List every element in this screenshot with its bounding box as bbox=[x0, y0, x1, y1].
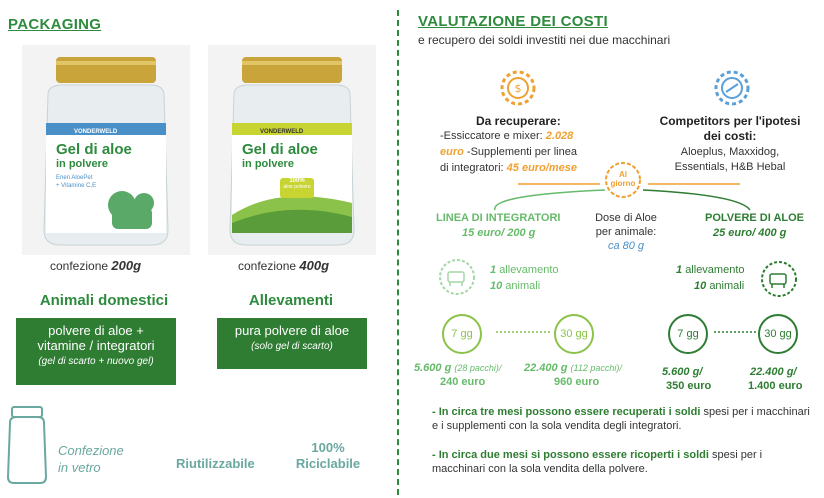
recyclable-pct: 100% bbox=[311, 440, 345, 455]
jar2-sub: in polvere bbox=[242, 158, 294, 170]
glass-line1: Confezione bbox=[58, 443, 124, 458]
integ-farms: 1 allevamento bbox=[490, 264, 559, 276]
integ-30gg: 30 gg bbox=[554, 314, 594, 354]
integ-animals: 10 animali bbox=[490, 280, 541, 292]
pets-line2: vitamine / integratori bbox=[37, 338, 155, 353]
powder-farms: 1 allevamento bbox=[676, 264, 745, 276]
competitors-line2: Essentials, H&B Hebal bbox=[674, 161, 786, 173]
cow-icon-integ bbox=[438, 258, 476, 296]
section-farms-heading: Allevamenti bbox=[248, 292, 334, 309]
recyclable-label: Riciclabile bbox=[295, 456, 361, 471]
jar-200g-image bbox=[22, 45, 190, 255]
farms-note: (solo gel di scarto) bbox=[251, 341, 333, 352]
packaging-title: PACKAGING bbox=[8, 16, 102, 33]
powder-30gg: 30 gg bbox=[758, 314, 798, 354]
dose-l2: per animale: bbox=[595, 226, 657, 238]
svg-text:$: $ bbox=[514, 82, 522, 95]
powder-7gg: 7 gg bbox=[668, 314, 708, 354]
recover-line1: -Essiccatore e mixer: 2.028 bbox=[440, 130, 574, 142]
conclusion-2: - In circa due mesi si possono essere ricoperti i soldi spesi per i macchinari con la sola vendita della polvere. bbox=[432, 449, 763, 475]
jar2-badge: 100% aloe polvere bbox=[280, 178, 314, 198]
per-day-l2: giorno bbox=[610, 179, 636, 188]
integ-v1-euro: 240 euro bbox=[440, 376, 486, 388]
conclusion-1: - In circa tre mesi possono essere recuperati i soldi spesi per i macchinari e i supplementi con la sola vendita degli integratori. bbox=[432, 406, 810, 432]
center-divider bbox=[397, 10, 399, 495]
per-day-gear bbox=[603, 160, 643, 200]
costs-subtitle: e recupero dei soldi investiti nei due macchinari bbox=[418, 33, 671, 47]
powder-v1: 5.600 g/ bbox=[662, 366, 703, 378]
glass-line2: in vetro bbox=[58, 460, 101, 475]
line-integ-price: 15 euro/ 200 g bbox=[462, 227, 536, 239]
money-gear-icon bbox=[498, 68, 538, 108]
jar2-brand: VONDERWELD bbox=[260, 129, 304, 135]
powder-v2: 22.400 g/ bbox=[750, 366, 797, 378]
powder-price: 25 euro/ 400 g bbox=[713, 227, 787, 239]
jar1-caption: confezione 200g bbox=[50, 258, 142, 273]
section-pets-heading: Animali domestici bbox=[39, 292, 169, 309]
integ-v2: 22.400 g (112 pacchi)/ bbox=[524, 362, 622, 374]
integ-7gg: 7 gg bbox=[442, 314, 482, 354]
competitors-heading1: Competitors per l'ipotesi bbox=[659, 114, 801, 128]
pets-line1: polvere di aloe + bbox=[48, 323, 144, 338]
powder-v1-euro: 350 euro bbox=[666, 380, 712, 392]
cow-icon-powder bbox=[760, 260, 798, 298]
glass-jar-icon bbox=[4, 405, 50, 485]
jar1-brand: VONDERWELD bbox=[74, 129, 118, 135]
per-day-l1: Al bbox=[619, 170, 627, 179]
powder-heading: POLVERE DI ALOE bbox=[705, 212, 805, 224]
section-pets-box bbox=[16, 318, 176, 385]
recover-heading: Da recuperare: bbox=[476, 114, 561, 128]
jar1-extra2: + Vitamine C,E bbox=[56, 183, 97, 189]
jar1-sub: in polvere bbox=[56, 158, 108, 170]
farms-line1: pura polvere di aloe bbox=[234, 323, 350, 338]
costs-title: VALUTAZIONE DEI COSTI bbox=[418, 13, 608, 30]
recover-line2: euro -Supplementi per linea bbox=[440, 146, 577, 158]
powder-animals: 10 animali bbox=[694, 280, 745, 292]
jar1-extra1: Enen AloePet bbox=[56, 175, 93, 181]
integ-v2-euro: 960 euro bbox=[554, 376, 600, 388]
competitor-gear-icon bbox=[712, 68, 752, 108]
recover-line3: di integratori: 45 euro/mese bbox=[440, 162, 577, 174]
jar2-product: Gel di aloe bbox=[242, 141, 318, 158]
section-farms-box bbox=[217, 318, 367, 369]
powder-v2-euro: 1.400 euro bbox=[748, 380, 803, 392]
jar2-caption: confezione 400g bbox=[238, 258, 330, 273]
reusable-label: Riutilizzabile bbox=[176, 456, 255, 471]
dose-l1: Dose di Aloe bbox=[595, 212, 657, 224]
pets-note: (gel di scarto + nuovo gel) bbox=[38, 356, 154, 367]
integ-v1: 5.600 g (28 pacchi)/ bbox=[414, 362, 502, 374]
competitors-heading2: dei costi: bbox=[703, 129, 757, 143]
jar1-product: Gel di aloe bbox=[56, 141, 132, 158]
jar-400g-image bbox=[208, 45, 376, 255]
line-integ-heading: LINEA DI INTEGRATORI bbox=[436, 212, 561, 224]
dose-l3: ca 80 g bbox=[607, 240, 645, 252]
competitors-line1: Aloeplus, Maxxidog, bbox=[680, 146, 780, 158]
